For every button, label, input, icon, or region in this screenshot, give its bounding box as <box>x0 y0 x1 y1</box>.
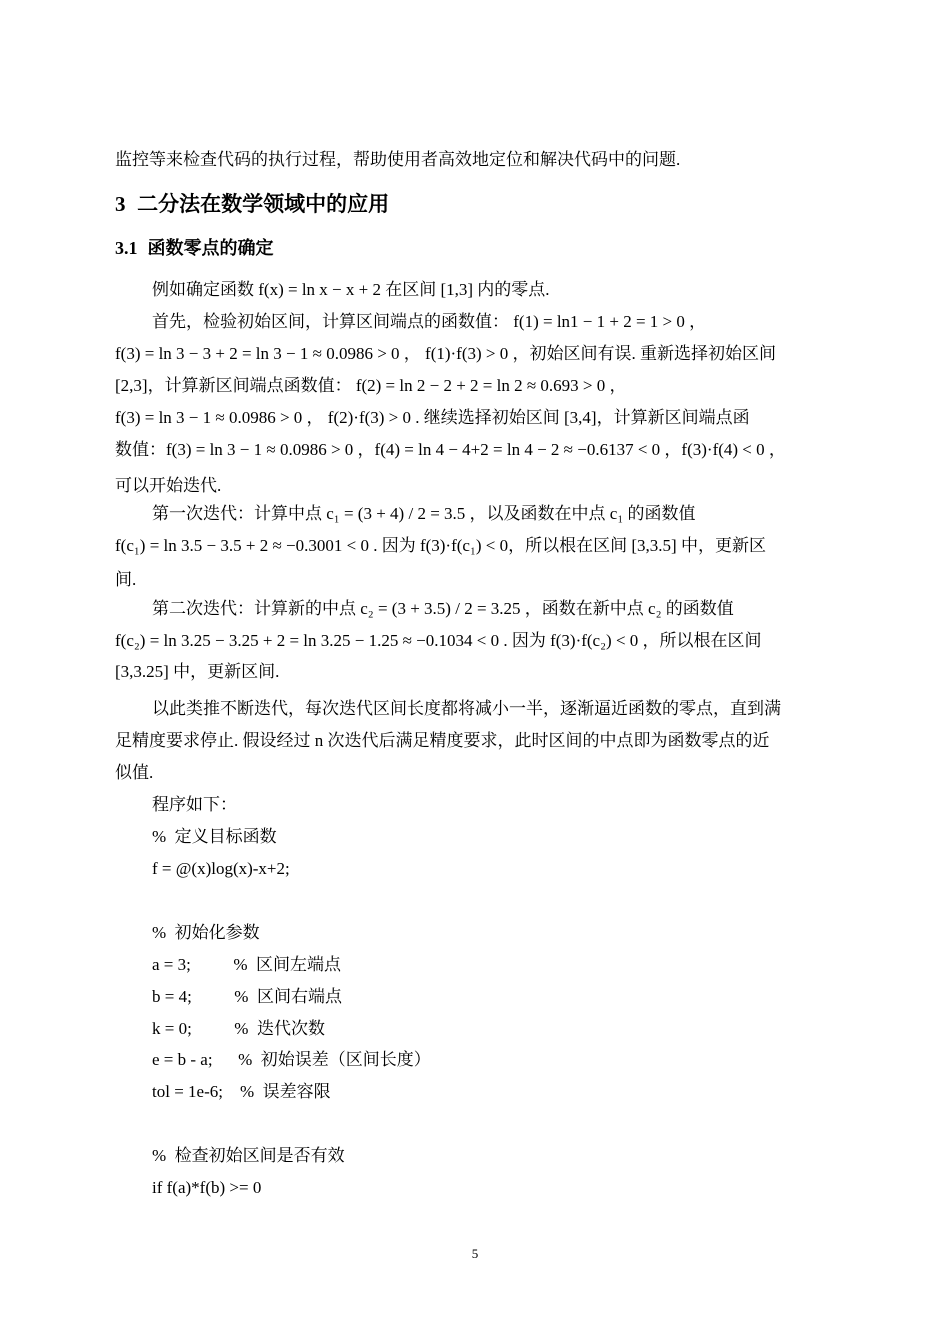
subsection-number: 3.1 <box>115 238 138 258</box>
text-line: 程序如下： <box>152 795 237 814</box>
text-line: 例如确定函数 f(x) = ln x − x + 2 在区间 [1,3] 内的零点. <box>152 280 550 299</box>
page-number: 5 <box>471 1246 479 1261</box>
text-line: 可以开始迭代. <box>115 476 222 495</box>
text-line: [3,3.25] 中，更新区间. <box>115 662 280 681</box>
code-line: b = 4; % 区间右端点 <box>152 987 342 1006</box>
text-line: 第一次迭代：计算中点 c₁ = (3 + 4) / 2 = 3.5 ，以及函数在中点 c₁ 的函数值 <box>152 504 696 523</box>
subsection-heading <box>115 235 274 261</box>
section-number: 3 <box>115 192 126 216</box>
code-line: % 定义目标函数 <box>152 827 277 846</box>
code-line: % 检查初始区间是否有效 <box>152 1146 345 1165</box>
section-heading <box>115 190 389 219</box>
code-line: % 初始化参数 <box>152 923 260 942</box>
subsection-title: 函数零点的确定 <box>147 238 274 258</box>
text-line: 数值：f(3) = ln 3 − 1 ≈ 0.0986 > 0 ，f(4) = ln 4 − 4+2 = ln 4 − 2 ≈ −0.6137 < 0 ，f(3)·f(4) < 0 ， <box>115 440 786 459</box>
text-line: 足精度要求停止. 假设经过 n 次迭代后满足精度要求，此时区间的中点即为函数零点的近 <box>115 731 770 750</box>
section-title: 二分法在数学领域中的应用 <box>137 193 390 216</box>
code-line: a = 3; % 区间左端点 <box>152 955 342 974</box>
code-line: tol = 1e-6; % 误差容限 <box>152 1082 331 1101</box>
text-line: 以此类推不断迭代，每次迭代区间长度都将减小一半，逐渐逼近函数的零点，直到满 <box>152 699 781 718</box>
paragraph-continuation: 监控等来检查代码的执行过程，帮助使用者高效地定位和解决代码中的问题. <box>115 150 681 169</box>
text-line: f(3) = ln 3 − 1 ≈ 0.0986 > 0 ， f(2)·f(3) > 0 . 继续选择初始区间 [3,4]，计算新区间端点函 <box>115 408 750 427</box>
text-line: 间. <box>115 570 137 589</box>
code-line: e = b - a; % 初始误差（区间长度） <box>152 1050 431 1069</box>
code-line: if f(a)*f(b) >= 0 <box>152 1178 262 1197</box>
text-line: f(c₂) = ln 3.25 − 3.25 + 2 = ln 3.25 − 1.25 ≈ −0.1034 < 0 . 因为 f(3)·f(c₂) < 0 ，所以根在区间 <box>115 631 762 650</box>
text-line: 首先，检验初始区间，计算区间端点的函数值： f(1) = ln1 − 1 + 2 = 1 > 0 ， <box>152 312 707 331</box>
text-line: [2,3]，计算新区间端点函数值： f(2) = ln 2 − 2 + 2 = ln 2 ≈ 0.693 > 0 ， <box>115 376 627 395</box>
code-line: k = 0; % 迭代次数 <box>152 1019 325 1038</box>
text-line: 第二次迭代：计算新的中点 c₂ = (3 + 3.5) / 2 = 3.25 ，函数在新中点 c₂ 的函数值 <box>152 599 734 618</box>
text-line: 似值. <box>115 763 154 782</box>
code-line: f = @(x)log(x)-x+2; <box>152 859 290 878</box>
text-line: f(c₁) = ln 3.5 − 3.5 + 2 ≈ −0.3001 < 0 . 因为 f(3)·f(c₁) < 0，所以根在区间 [3,3.5] 中，更新区 <box>115 536 766 555</box>
text-line: f(3) = ln 3 − 3 + 2 = ln 3 − 1 ≈ 0.0986 > 0 ， f(1)·f(3) > 0 ，初始区间有误. 重新选择初始区间 <box>115 344 776 363</box>
